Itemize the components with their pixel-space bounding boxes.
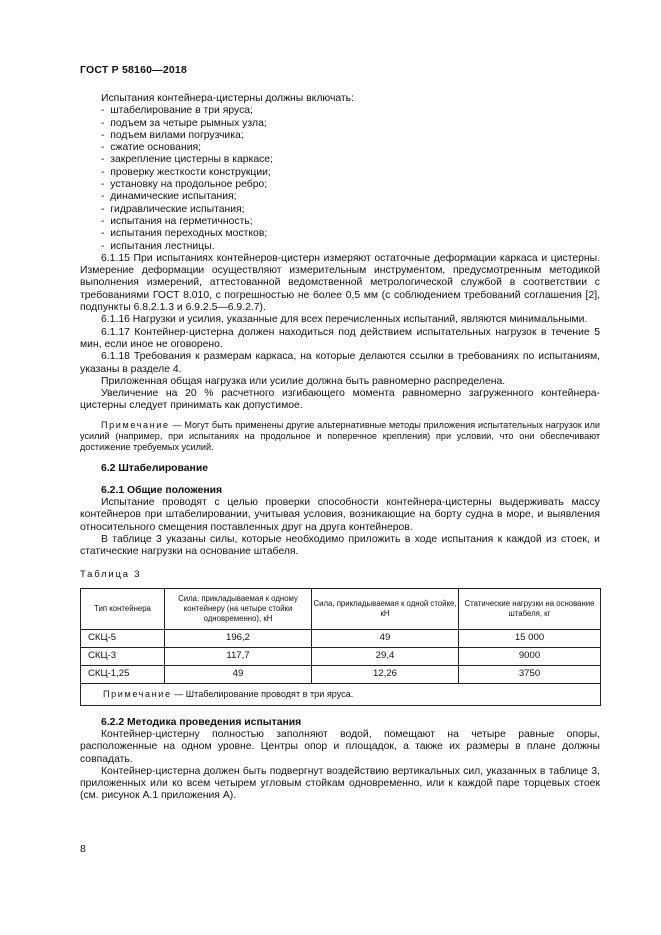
paragraph: В таблице 3 указаны силы, которые необходимо приложить в ходе испытания к каждой из стоек, и статические нагрузки на основание штабеля. [80,533,600,558]
list-item: - закрепление цистерны в каркасе; [80,154,600,166]
table-cell: СКЦ-5 [81,629,165,647]
paragraph: 6.1.17 Контейнер-цистерна должен находиться под действием испытательных нагрузок в течение 5 мин, если иное не оговорено. [80,326,600,350]
table-note [81,683,601,705]
table-cell: 49 [312,629,459,647]
table-cell: СКЦ-3 [81,647,165,665]
table-row [81,629,601,647]
table-cell: 12,26 [312,665,459,683]
paragraph: Контейнер-цистерна должен быть подвергнут воздействию вертикальных сил, указанных в таблице 3, приложенных или ко всем четырем угловым стойкам одновременно, или к каждой паре торцевых стоек (см. рисунок А.1 приложения А). [80,765,600,802]
note-text: — Штабелирование проводят в три яруса. [174,689,354,700]
page-content [80,93,600,803]
note [80,420,600,454]
table-row [81,647,601,665]
note-label: Примечание [101,419,170,430]
table-cell: 15 000 [459,629,601,647]
list-item: - сжатие основания; [80,142,600,154]
table-cell: СКЦ-1,25 [81,665,165,683]
list-item: - испытания переходных мостков; [80,228,600,240]
list-item: - испытания на герметичность; [80,216,600,228]
paragraph: 6.1.15 При испытаниях контейнеров-цистерн измеряют остаточные деформации каркаса и цистерны. Измерение деформации осуществляют измерительным инструментом, предусмотренным методикой выполнения измерений, аттестованной ведомственной метрологической службой в соответствии с требованиями ГОСТ 8.010, с погрешностью не более 0,5 мм (с соблюдением требований соглашения [2], подпункты 6.8.2.1.3 и 6.9.2.5—6.9.2.7). [80,252,600,314]
paragraph: Испытание проводят с целью проверки способности контейнера-цистерны выдерживать массу контейнеров при штабелировании, учитывая условия, возникающие на борту судна в море, и выявления относительного смещения поставленных друг на друга контейнеров. [80,496,600,533]
table-header-cell: Сила, прикладываемая к одной стойке, кН [312,588,459,629]
table-note-row [81,683,601,705]
subsection-heading: 6.2.2 Методика проведения испытания [101,716,302,728]
paragraph: Приложенная общая нагрузка или усилие должна быть равномерно распределена. [101,375,506,387]
list-intro: Испытания контейнера-цистерны должны включать: [101,93,354,104]
list-item: - проверку жесткости конструкции; [80,167,600,179]
table-3 [80,588,601,706]
list-item: - динамические испытания; [80,191,600,203]
table-cell: 49 [165,665,312,683]
paragraph: Увеличение на 20 % расчетного изгибающего момента равномерно загруженного контейнера-цистерны следует принимать как допустимое. [80,388,600,412]
paragraph: Контейнер-цистерну полностью заполняют водой, помещают на четыре равные опоры, расположенные на одном уровне. Центры опор и площадок, а также их размеры в плане должны совпадать. [80,729,600,765]
page-header: ГОСТ Р 58160—2018 [80,64,188,76]
table-header-cell: Статические нагрузки на основание штабеля, кг [459,588,601,629]
note-text: — Могут быть применены другие альтернативные методы приложения испытательных нагрузок или усилий (например, при испытаниях на продольное и поперечное крепления) при условии, что они обеспечивают достижение требуемых усилий. [80,419,600,453]
note-label: Примечание [103,689,172,700]
page-number: 8 [80,843,86,855]
table-cell: 196,2 [165,629,312,647]
list-item: - подъем за четыре рымных узла; [80,118,600,130]
table-cell: 3750 [459,665,601,683]
table-header-row [81,588,601,629]
list-item: - штабелирование в три яруса; [80,105,600,117]
table-row [81,665,601,683]
list-item: - установку на продольное ребро; [80,179,600,191]
table-cell: 29,4 [312,647,459,665]
paragraph: 6.1.16 Нагрузки и усилия, указанные для всех перечисленных испытаний, являются минимальными. [101,314,588,326]
table-header-cell: Сила, прикладываемая к одному контейнеру (на четыре стойки одновременно), кН [165,588,312,629]
subsection-heading: 6.2.1 Общие положения [101,484,223,496]
section-heading: 6.2 Штабелирование [101,463,208,475]
paragraph: 6.1.18 Требования к размерам каркаса, на которые делаются ссылки в требованиях по испытаниям, указаны в разделе 4. [80,351,600,375]
list-item: - подъем вилами погрузчика; [80,130,600,142]
list-item: - испытания лестницы. [80,241,600,253]
list-item: - гидравлические испытания; [80,204,600,216]
table-cell: 117,7 [165,647,312,665]
table-caption: Таблица 3 [80,569,142,581]
table-cell: 9000 [459,647,601,665]
table-header-cell: Тип контейнера [81,588,165,629]
